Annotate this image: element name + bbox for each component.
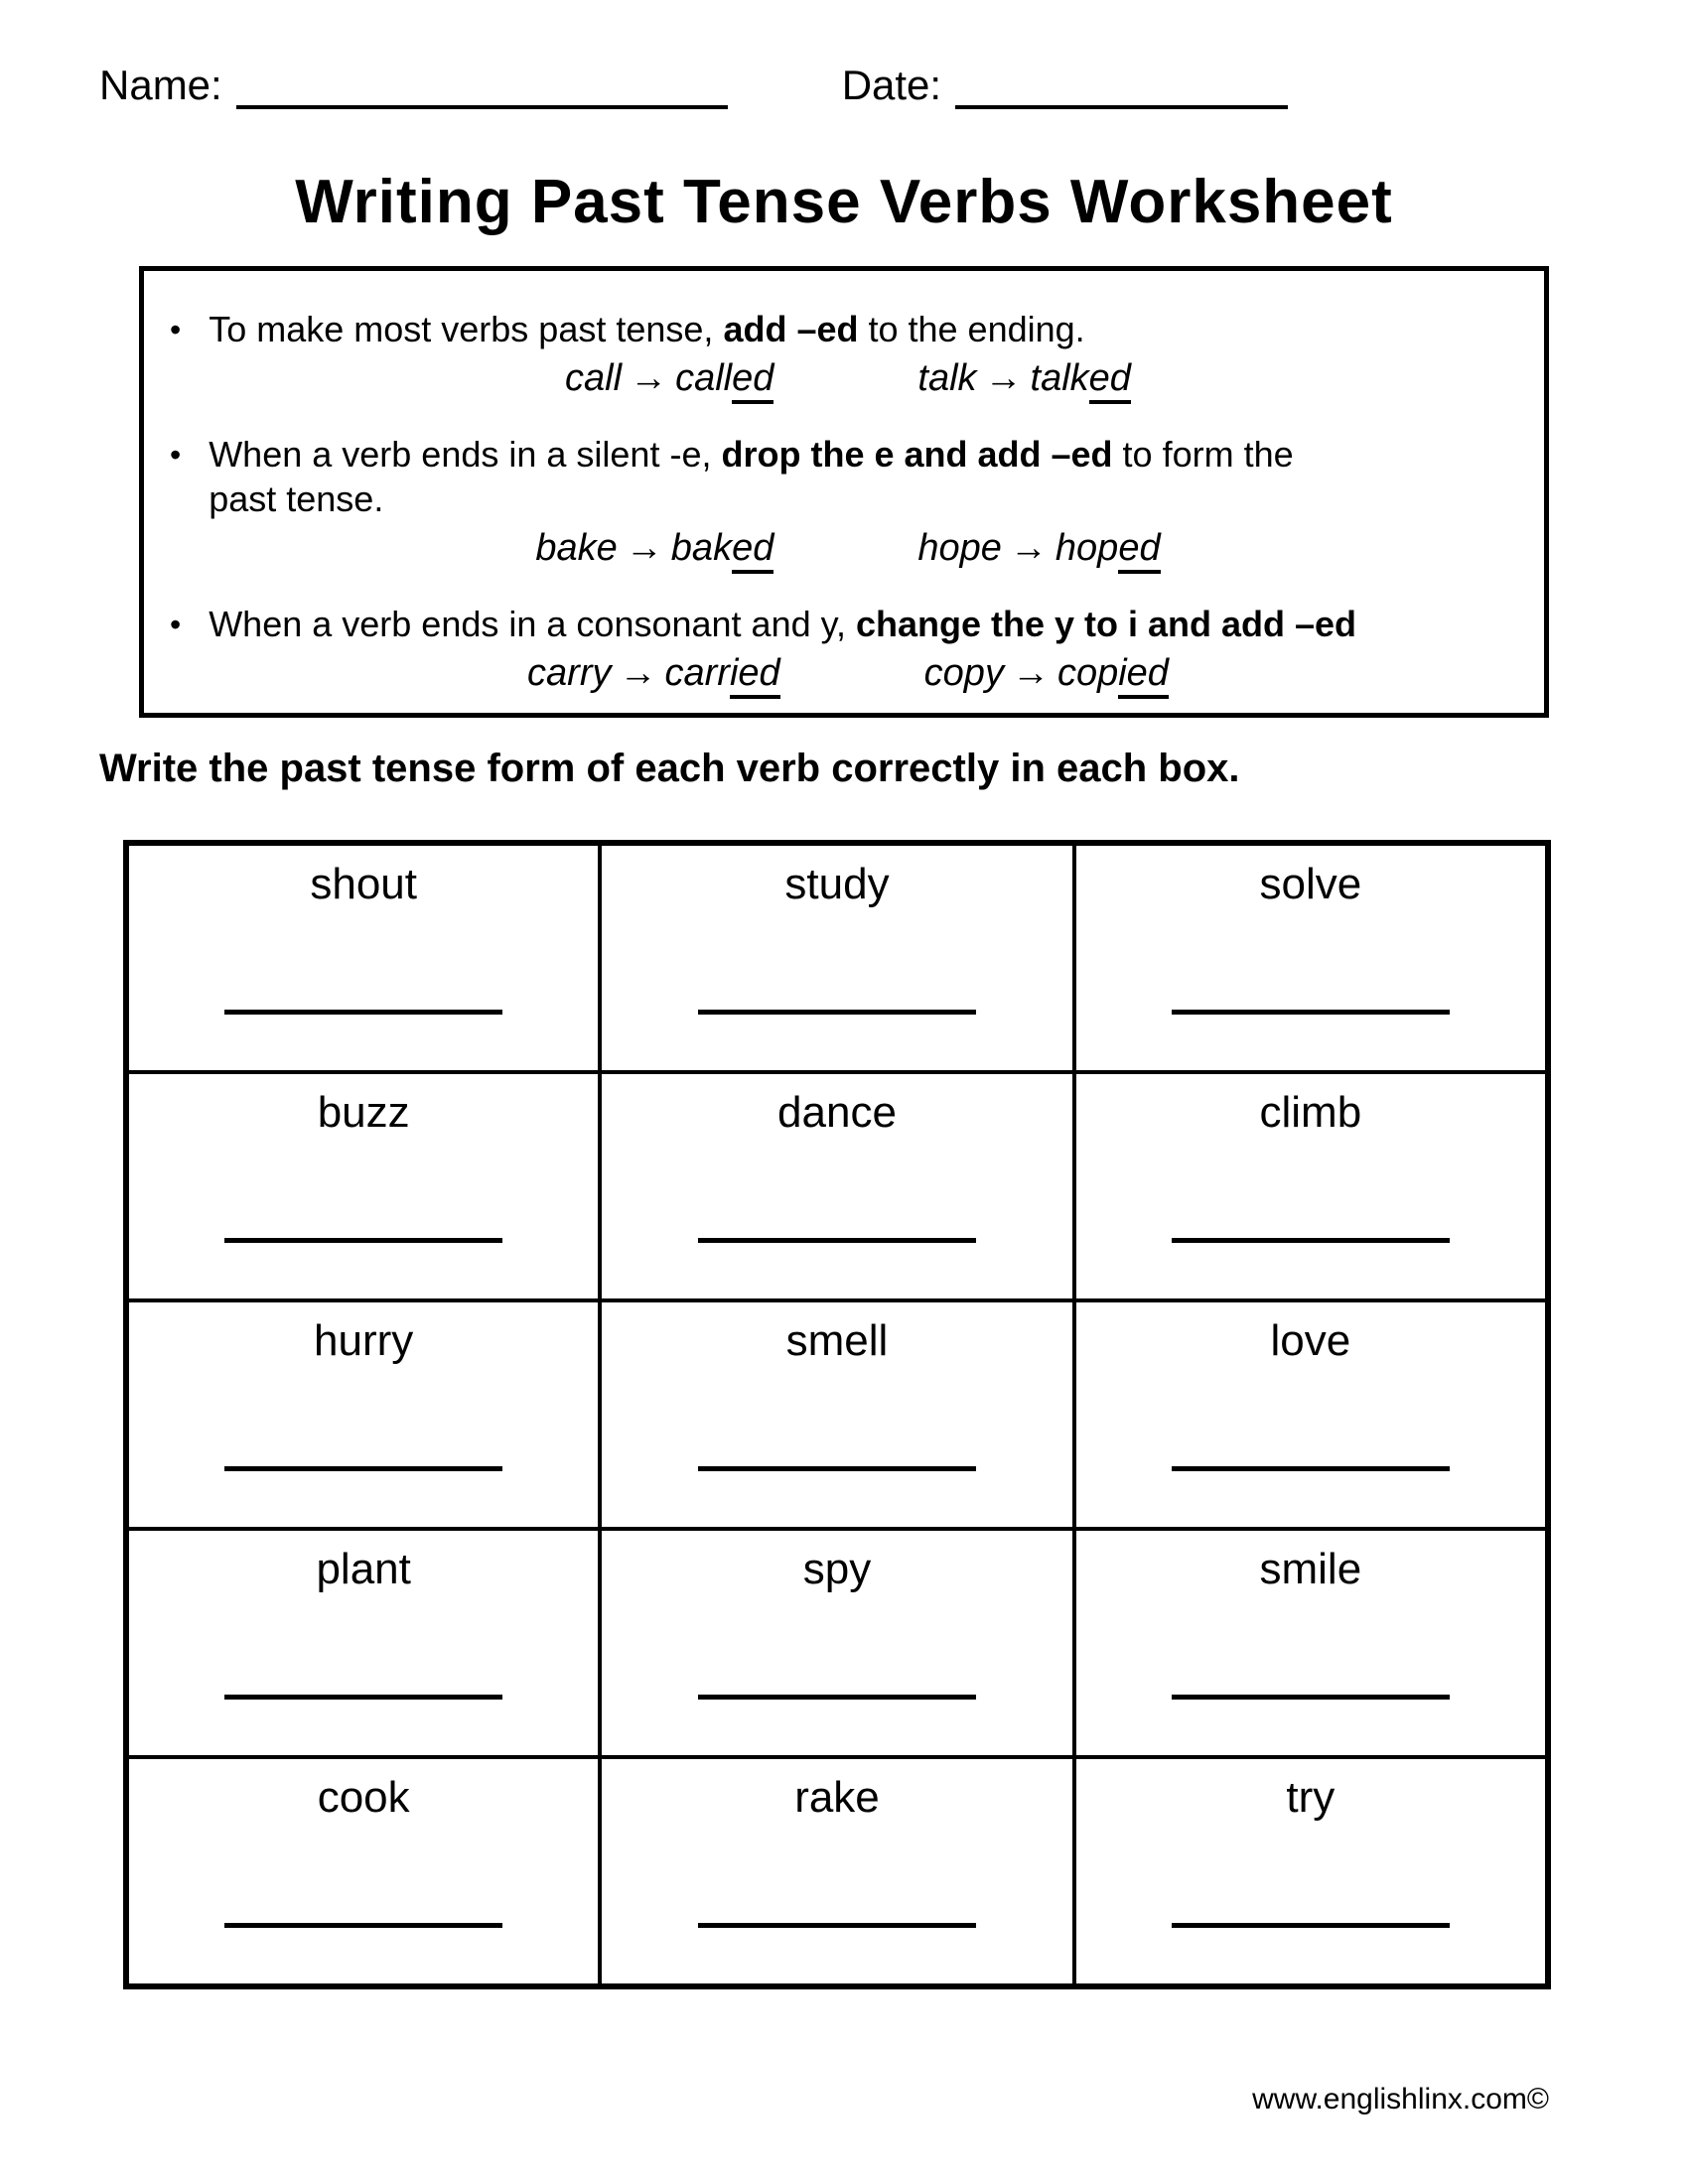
answer-blank-line [224, 1238, 502, 1243]
example-base: carry [527, 652, 612, 694]
table-row [126, 1757, 1548, 1986]
verb-word: smell [785, 1316, 889, 1365]
verb-word: try [1286, 1773, 1336, 1822]
rule-2-examples [170, 527, 1526, 570]
verb-table [123, 840, 1551, 1989]
example-suffix: ed [1118, 527, 1160, 574]
example-suffix: ed [732, 527, 774, 574]
verb-word: hurry [314, 1316, 414, 1365]
verb-cell-dance [600, 1072, 1073, 1300]
rule-item-3 [170, 602, 1526, 646]
example-hope-hoped [917, 527, 1160, 570]
answer-blank-line [224, 1695, 502, 1700]
date-label: Date: [841, 62, 942, 108]
instruction-text: Write the past tense form of each verb correctly in each box. [99, 747, 1240, 790]
rule-2-before: When a verb ends in a silent -e, [209, 434, 722, 475]
rule-text-1 [209, 307, 1084, 351]
answer-blank-line [698, 1695, 976, 1700]
verb-word: love [1270, 1316, 1351, 1365]
name-label: Name: [99, 62, 222, 108]
answer-blank-line [698, 1010, 976, 1015]
verb-word: dance [777, 1088, 897, 1137]
verb-word: cook [317, 1773, 410, 1822]
verb-cell-spy [600, 1529, 1073, 1757]
rule-text-2 [209, 432, 1293, 521]
verb-word: solve [1259, 860, 1362, 908]
example-bake-baked [535, 527, 774, 570]
verb-word: rake [794, 1773, 880, 1822]
bullet-icon: • [170, 437, 182, 473]
rule-3-before: When a verb ends in a consonant and y, [209, 604, 856, 644]
date-blank-line [955, 62, 1288, 109]
answer-blank-line [1172, 1695, 1450, 1700]
name-blank-line [236, 62, 728, 109]
verb-cell-love [1074, 1300, 1548, 1529]
answer-blank-line [1172, 1010, 1450, 1015]
example-suffix: ed [1089, 357, 1131, 404]
verb-cell-smell [600, 1300, 1073, 1529]
rule-2-after: to form the [1112, 434, 1294, 475]
bullet-icon: • [170, 607, 182, 642]
verb-word: smile [1259, 1545, 1362, 1593]
example-base: bake [535, 527, 618, 569]
rule-item-2 [170, 432, 1526, 521]
verb-cell-smile [1074, 1529, 1548, 1757]
answer-blank-line [224, 1010, 502, 1015]
verb-cell-study [600, 843, 1073, 1072]
bullet-icon: • [170, 312, 182, 347]
arrow-icon: → [625, 527, 663, 569]
answer-blank-line [1172, 1466, 1450, 1471]
rule-3-examples [170, 652, 1526, 695]
example-stem: carr [664, 652, 730, 694]
example-stem: call [675, 357, 733, 399]
rule-3-bold: change the y to i and add –ed [855, 604, 1357, 644]
example-stem: talk [1030, 357, 1089, 399]
verb-cell-buzz [126, 1072, 600, 1300]
table-row [126, 1529, 1548, 1757]
verb-cell-shout [126, 843, 600, 1072]
answer-blank-line [224, 1466, 502, 1471]
example-base: copy [923, 652, 1004, 694]
rule-2-line2: past tense. [209, 478, 384, 519]
verb-cell-plant [126, 1529, 600, 1757]
verb-cell-climb [1074, 1072, 1548, 1300]
verb-word: spy [802, 1545, 872, 1593]
answer-blank-line [224, 1923, 502, 1928]
example-suffix: ed [732, 357, 774, 404]
example-base: call [565, 357, 623, 399]
arrow-icon: → [1009, 527, 1048, 569]
answer-blank-line [698, 1238, 976, 1243]
example-suffix: ied [1118, 652, 1169, 699]
example-stem: cop [1056, 652, 1119, 694]
answer-blank-line [1172, 1238, 1450, 1243]
answer-blank-line [1172, 1923, 1450, 1928]
verb-word: study [784, 860, 890, 908]
verb-word: climb [1259, 1088, 1362, 1137]
example-suffix: ied [730, 652, 780, 699]
example-copy-copied [924, 652, 1169, 695]
example-stem: bak [670, 527, 733, 569]
arrow-icon: → [984, 357, 1023, 399]
verb-cell-rake [600, 1757, 1073, 1986]
answer-blank-line [698, 1466, 976, 1471]
verb-cell-try [1074, 1757, 1548, 1986]
answer-blank-line [698, 1923, 976, 1928]
example-base: talk [917, 357, 977, 399]
rule-1-bold: add –ed [723, 309, 859, 349]
rule-1-before: To make most verbs past tense, [209, 309, 724, 349]
arrow-icon: → [630, 357, 668, 399]
rule-text-3 [209, 602, 1356, 646]
footer-url: www.englishlinx.com© [1252, 2083, 1549, 2116]
table-row [126, 1300, 1548, 1529]
rule-1-examples [170, 357, 1526, 400]
verb-cell-solve [1074, 843, 1548, 1072]
table-row [126, 1072, 1548, 1300]
rule-1-after: to the ending. [858, 309, 1085, 349]
arrow-icon: → [1011, 652, 1050, 694]
verb-word: shout [310, 860, 417, 908]
example-call-called [565, 357, 774, 400]
rule-item-1 [170, 307, 1526, 351]
table-row [126, 843, 1548, 1072]
header-row [99, 62, 1288, 109]
verb-word: buzz [317, 1088, 410, 1137]
example-base: hope [917, 527, 1002, 569]
rule-2-bold: drop the e and add –ed [721, 434, 1113, 475]
arrow-icon: → [619, 652, 657, 694]
verb-cell-cook [126, 1757, 600, 1986]
verb-cell-hurry [126, 1300, 600, 1529]
rules-box [139, 266, 1549, 718]
example-stem: hop [1055, 527, 1119, 569]
example-carry-carried [527, 652, 780, 695]
page-title: Writing Past Tense Verbs Worksheet [295, 168, 1393, 236]
example-talk-talked [917, 357, 1131, 400]
verb-word: plant [316, 1545, 411, 1593]
